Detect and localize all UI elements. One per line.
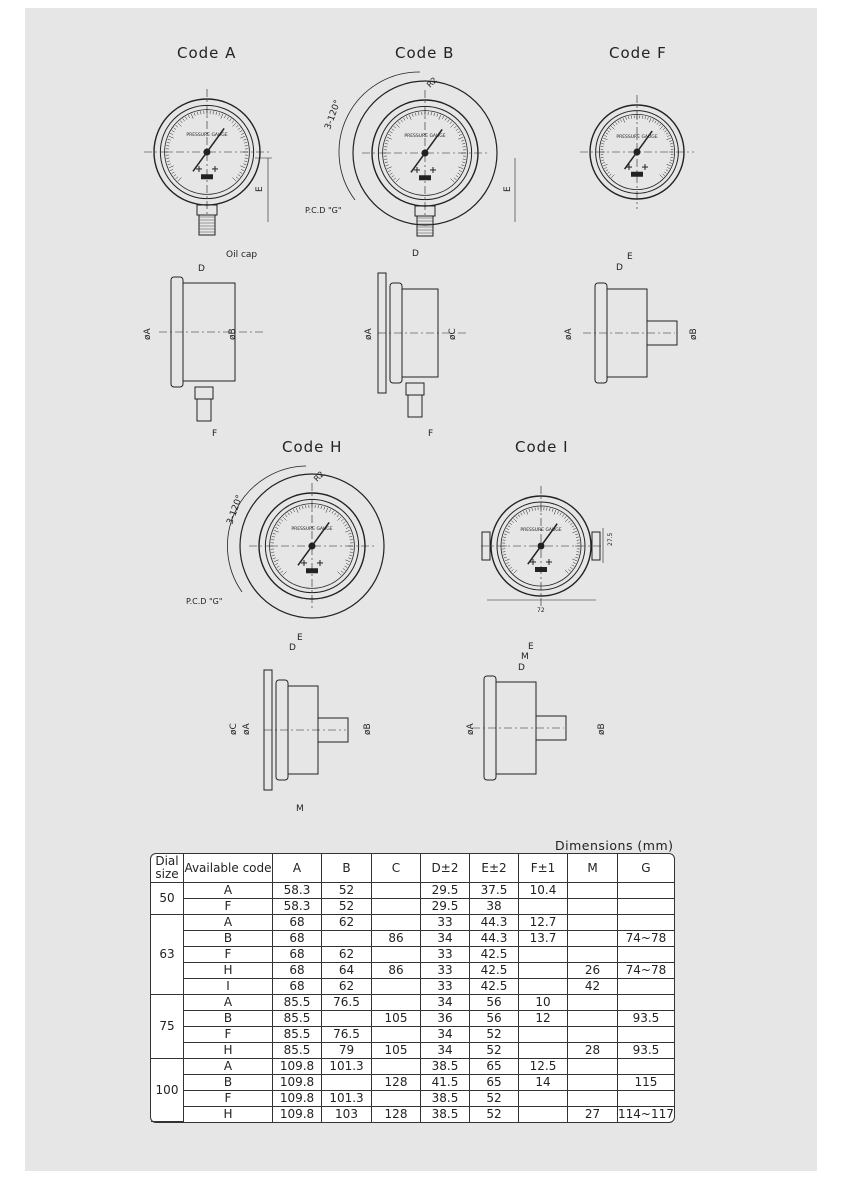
- cell-c: 128: [372, 1107, 421, 1122]
- cell-e: 37.5: [470, 883, 519, 899]
- cell-d: 29.5: [421, 899, 470, 915]
- cell-g: [618, 995, 674, 1011]
- dial-label: PRESSURE GAUGE: [404, 134, 446, 140]
- cell-c: [372, 1091, 421, 1107]
- cell-code: F: [184, 1027, 273, 1043]
- cell-code: A: [184, 1059, 273, 1075]
- cell-g: [618, 1059, 674, 1075]
- cell-b: 103: [322, 1107, 372, 1122]
- cell-c: [372, 915, 421, 931]
- code-h-label: Code H: [282, 438, 343, 456]
- cell-b: 62: [322, 947, 372, 963]
- dial-label: PRESSURE GAUGE: [520, 528, 562, 533]
- cell-e: 42.5: [470, 963, 519, 979]
- cell-f: [519, 1027, 568, 1043]
- thread-side: [197, 399, 211, 421]
- code-i-dim-e: E: [528, 642, 534, 652]
- dial-size-cell: 100: [151, 1059, 184, 1122]
- cell-c: [372, 979, 421, 995]
- code-i-side: [472, 676, 566, 780]
- code-h-dim-a: øA: [242, 723, 252, 735]
- code-h-dim-b: øB: [363, 723, 373, 735]
- cell-f: 12.5: [519, 1059, 568, 1075]
- code-h-pcd: P.C.D "G": [186, 597, 223, 606]
- cell-b: 101.3: [322, 1059, 372, 1075]
- cell-e: 52: [470, 1043, 519, 1059]
- cell-m: [568, 1027, 618, 1043]
- code-b-dim-f: F: [428, 429, 434, 439]
- header-g: G: [618, 854, 674, 883]
- header-m: M: [568, 854, 618, 883]
- cell-b: 52: [322, 883, 372, 899]
- table-row: [151, 1107, 674, 1122]
- cell-e: 52: [470, 1027, 519, 1043]
- header-dial-size: Dial size: [151, 854, 184, 883]
- code-b-label: Code B: [395, 44, 455, 62]
- cell-f: [519, 1107, 568, 1122]
- socket-side: [406, 383, 424, 395]
- table-row: [151, 1027, 674, 1043]
- cell-f: 12.7: [519, 915, 568, 931]
- cell-code: H: [184, 1043, 273, 1059]
- cell-a: 85.5: [273, 1043, 322, 1059]
- dial-size-cell: 63: [151, 915, 184, 995]
- cell-g: [618, 979, 674, 995]
- cell-d: 38.5: [421, 1059, 470, 1075]
- dial-size-cell: 75: [151, 995, 184, 1059]
- cell-a: 85.5: [273, 1027, 322, 1043]
- table-header-row: [151, 854, 674, 883]
- dial-label: PRESSURE GAUGE: [291, 527, 333, 533]
- cell-e: 44.3: [470, 915, 519, 931]
- code-b-radius: R2: [425, 75, 439, 90]
- dial-label: PRESSURE GAUGE: [186, 133, 228, 139]
- cell-e: 65: [470, 1075, 519, 1091]
- code-i-dim-b: øB: [597, 723, 607, 735]
- cell-code: B: [184, 931, 273, 947]
- code-h-dim-m: M: [296, 804, 304, 814]
- cell-g: [618, 1091, 674, 1107]
- code-b-dim-d: D: [412, 249, 419, 259]
- cell-c: 105: [372, 1011, 421, 1027]
- cell-code: B: [184, 1011, 273, 1027]
- cell-f: 10: [519, 995, 568, 1011]
- cell-d: 33: [421, 963, 470, 979]
- header-b: B: [322, 854, 372, 883]
- cell-d: 29.5: [421, 883, 470, 899]
- cell-g: [618, 883, 674, 899]
- thread-side: [408, 395, 422, 417]
- cell-m: [568, 1091, 618, 1107]
- cell-g: [618, 899, 674, 915]
- cell-m: 27: [568, 1107, 618, 1122]
- cell-m: [568, 1075, 618, 1091]
- cell-f: [519, 1091, 568, 1107]
- cell-a: 85.5: [273, 995, 322, 1011]
- header-d: D±2: [421, 854, 470, 883]
- cell-e: 65: [470, 1059, 519, 1075]
- cell-g: 74~78: [618, 963, 674, 979]
- cell-f: 14: [519, 1075, 568, 1091]
- code-f-dim-b: øB: [689, 328, 699, 340]
- header-a: A: [273, 854, 322, 883]
- cell-code: A: [184, 995, 273, 1011]
- cell-e: 42.5: [470, 947, 519, 963]
- cell-a: 58.3: [273, 899, 322, 915]
- cell-code: H: [184, 1107, 273, 1122]
- header-available-code: Available code: [184, 854, 273, 883]
- cell-code: B: [184, 1075, 273, 1091]
- cell-m: [568, 915, 618, 931]
- cell-b: 101.3: [322, 1091, 372, 1107]
- cell-code: F: [184, 899, 273, 915]
- cell-g: 114~117: [618, 1107, 674, 1121]
- table-row: [151, 995, 674, 1011]
- cell-g: [618, 1027, 674, 1043]
- cell-e: 52: [470, 1091, 519, 1107]
- code-b-angle: 3-120°: [323, 98, 344, 132]
- code-h-dim-c: øC: [229, 723, 239, 735]
- cell-f: [519, 963, 568, 979]
- cell-code: I: [184, 979, 273, 995]
- code-a-label: Code A: [177, 44, 237, 62]
- cell-m: 28: [568, 1043, 618, 1059]
- cell-c: 86: [372, 963, 421, 979]
- table-row: [151, 1043, 674, 1059]
- cell-m: 26: [568, 963, 618, 979]
- cell-b: 76.5: [322, 1027, 372, 1043]
- cell-f: 13.7: [519, 931, 568, 947]
- code-b-dim-c: øC: [448, 328, 458, 340]
- cell-d: 38.5: [421, 1107, 470, 1122]
- cell-code: F: [184, 947, 273, 963]
- code-b-dim-e: E: [503, 186, 513, 192]
- cell-a: 109.8: [273, 1091, 322, 1107]
- table-row: [151, 947, 674, 963]
- code-h-dim-d: D: [289, 643, 296, 653]
- cell-b: [322, 1075, 372, 1091]
- cell-b: 52: [322, 899, 372, 915]
- cell-d: 34: [421, 1027, 470, 1043]
- cell-e: 42.5: [470, 979, 519, 995]
- code-i-dim-width: 72: [537, 607, 545, 614]
- cell-f: [519, 1043, 568, 1059]
- cell-a: 68: [273, 931, 322, 947]
- cell-m: [568, 1059, 618, 1075]
- cell-c: 105: [372, 1043, 421, 1059]
- code-b-dim-a: øA: [364, 328, 374, 340]
- cell-a: 85.5: [273, 1011, 322, 1027]
- code-h-front: [240, 474, 384, 618]
- cell-a: 109.8: [273, 1059, 322, 1075]
- code-i-dim-d: D: [518, 663, 525, 673]
- cell-f: 12: [519, 1011, 568, 1027]
- code-h-angle: 3-120°: [225, 493, 246, 527]
- cell-d: 38.5: [421, 1091, 470, 1107]
- cell-d: 33: [421, 915, 470, 931]
- code-i-dim-m: M: [521, 652, 529, 662]
- cell-d: 34: [421, 1043, 470, 1059]
- dial-label: PRESSURE GAUGE: [616, 134, 658, 140]
- code-a-front: [144, 89, 270, 235]
- code-f-dim-d: D: [616, 263, 623, 273]
- table-row: [151, 1059, 674, 1075]
- cell-a: 68: [273, 963, 322, 979]
- table-row: [151, 915, 674, 931]
- cell-m: [568, 947, 618, 963]
- cell-code: F: [184, 1091, 273, 1107]
- cell-g: [618, 915, 674, 931]
- cell-b: 62: [322, 979, 372, 995]
- cell-c: [372, 883, 421, 899]
- cell-g: 93.5: [618, 1011, 674, 1027]
- code-h-dim-e: E: [297, 633, 303, 643]
- cell-e: 38: [470, 899, 519, 915]
- socket-side: [195, 387, 213, 399]
- cell-b: 76.5: [322, 995, 372, 1011]
- code-a-oil-cap: Oil cap: [226, 250, 258, 260]
- code-a-dim-a: øA: [143, 328, 153, 340]
- table-row: [151, 883, 674, 899]
- dial-size-cell: 50: [151, 883, 184, 915]
- cell-a: 68: [273, 947, 322, 963]
- cell-b: [322, 931, 372, 947]
- cell-code: A: [184, 883, 273, 899]
- cell-c: [372, 1027, 421, 1043]
- cell-m: [568, 899, 618, 915]
- code-a-dim-d: D: [198, 264, 205, 274]
- cell-f: [519, 979, 568, 995]
- header-f: F±1: [519, 854, 568, 883]
- cell-f: [519, 899, 568, 915]
- code-i-dim-a: øA: [466, 723, 476, 735]
- cell-m: [568, 931, 618, 947]
- code-f-side: [583, 283, 677, 383]
- table-row: [151, 931, 674, 947]
- cell-b: 62: [322, 915, 372, 931]
- cell-g: [618, 947, 674, 963]
- cell-g: 115: [618, 1075, 674, 1091]
- table-row: [151, 1075, 674, 1091]
- cell-d: 36: [421, 1011, 470, 1027]
- cell-code: H: [184, 963, 273, 979]
- cell-c: 128: [372, 1075, 421, 1091]
- cell-b: 79: [322, 1043, 372, 1059]
- code-b-front: [353, 81, 497, 236]
- cell-c: [372, 899, 421, 915]
- code-a-side: [159, 277, 263, 421]
- table-row: [151, 1011, 674, 1027]
- code-i-label: Code I: [515, 438, 569, 456]
- cell-m: [568, 883, 618, 899]
- cell-d: 34: [421, 995, 470, 1011]
- cell-d: 34: [421, 931, 470, 947]
- table-row: [151, 963, 674, 979]
- cell-d: 41.5: [421, 1075, 470, 1091]
- cell-f: 10.4: [519, 883, 568, 899]
- table-row: [151, 899, 674, 915]
- code-f-front: [580, 95, 694, 209]
- cell-m: 42: [568, 979, 618, 995]
- cell-a: 58.3: [273, 883, 322, 899]
- cell-e: 52: [470, 1107, 519, 1122]
- dimensions-table: [150, 853, 675, 1123]
- header-c: C: [372, 854, 421, 883]
- cell-a: 109.8: [273, 1075, 322, 1091]
- cell-m: [568, 995, 618, 1011]
- cell-c: [372, 1059, 421, 1075]
- cell-e: 44.3: [470, 931, 519, 947]
- code-a-dim-f: F: [212, 429, 218, 439]
- cell-c: [372, 995, 421, 1011]
- table-row: [151, 979, 674, 995]
- cell-c: 86: [372, 931, 421, 947]
- cell-a: 68: [273, 979, 322, 995]
- cell-f: [519, 947, 568, 963]
- code-f-label: Code F: [609, 44, 667, 62]
- cell-e: 56: [470, 1011, 519, 1027]
- cell-a: 68: [273, 915, 322, 931]
- cell-m: [568, 1011, 618, 1027]
- header-e: E±2: [470, 854, 519, 883]
- code-i-front: [481, 486, 601, 606]
- code-i-dim-height: 27.5: [607, 532, 614, 546]
- code-a-dim-e: E: [255, 186, 265, 192]
- cell-b: [322, 1011, 372, 1027]
- dimensions-caption: Dimensions (mm): [555, 838, 674, 853]
- cell-a: 109.8: [273, 1107, 322, 1122]
- cell-g: 74~78: [618, 931, 674, 947]
- cell-d: 33: [421, 979, 470, 995]
- cell-code: A: [184, 915, 273, 931]
- cell-e: 56: [470, 995, 519, 1011]
- code-b-side: [378, 273, 466, 417]
- code-h-radius: R2: [312, 469, 326, 484]
- cell-c: [372, 947, 421, 963]
- cell-b: 64: [322, 963, 372, 979]
- code-h-side: [264, 670, 348, 790]
- code-b-pcd: P.C.D "G": [305, 206, 342, 215]
- cell-g: 93.5: [618, 1043, 674, 1059]
- code-f-dim-a: øA: [564, 328, 574, 340]
- table-row: [151, 1091, 674, 1107]
- cell-d: 33: [421, 947, 470, 963]
- code-a-dim-b: øB: [228, 328, 238, 340]
- code-f-dim-e: E: [627, 252, 633, 262]
